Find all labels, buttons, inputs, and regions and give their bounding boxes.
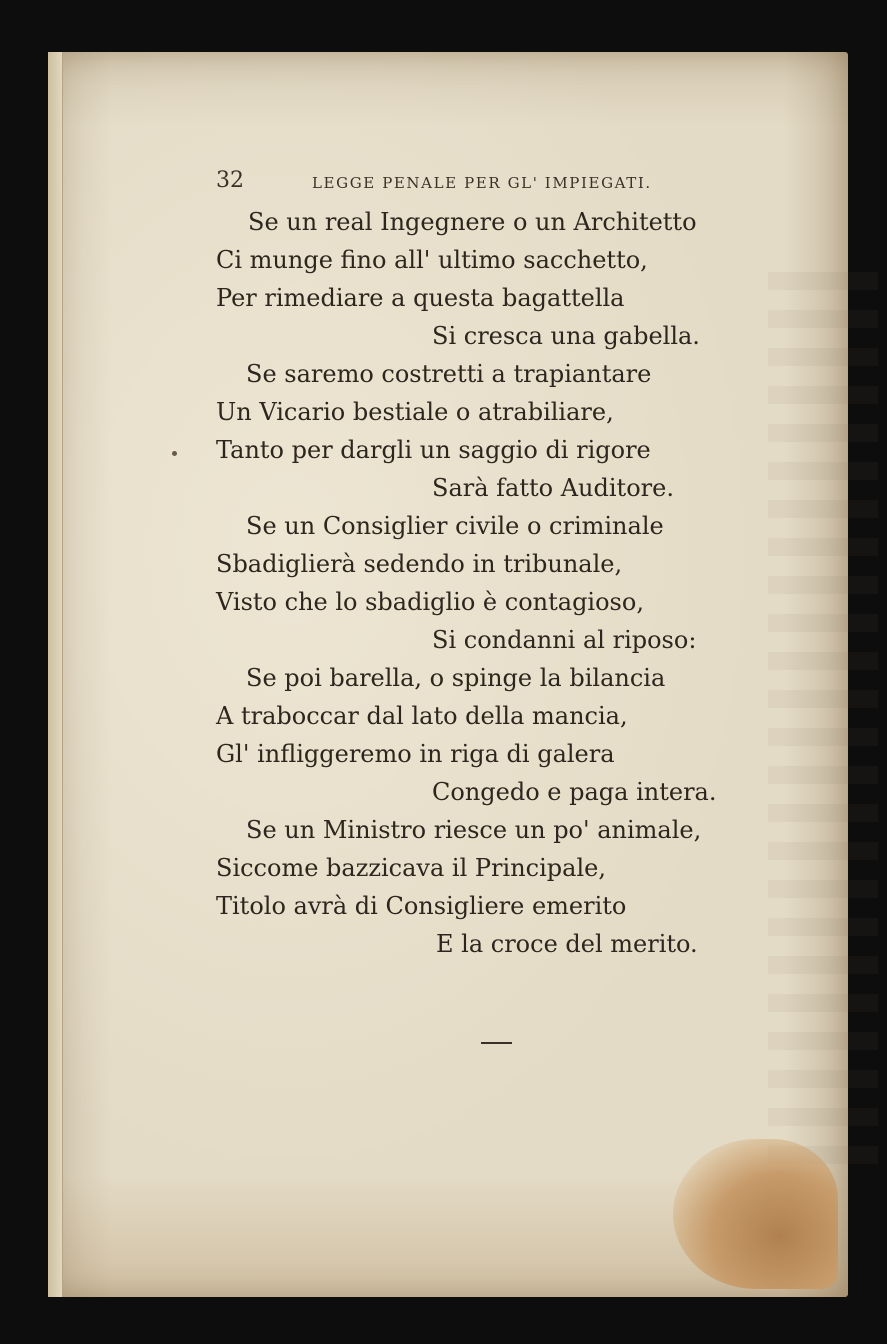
poem-line: Se un Consiglier civile o criminale	[246, 512, 664, 540]
poem-line: Congedo e paga intera.	[432, 778, 717, 806]
show-through-text	[768, 272, 878, 1172]
poem-line: Siccome bazzicava il Principale,	[216, 854, 606, 882]
poem-line: Sbadiglierà sedendo in tribunale,	[216, 550, 623, 578]
water-stain	[673, 1139, 838, 1289]
poem-line: Si condanni al riposo:	[432, 626, 697, 654]
poem-line: Se poi barella, o spinge la bilancia	[246, 664, 666, 692]
page-edge	[48, 52, 63, 1297]
ink-speck	[172, 451, 177, 456]
poem-line: Se saremo costretti a trapiantare	[246, 360, 652, 388]
poem-line: Ci munge fino all' ultimo sacchetto,	[216, 246, 648, 274]
section-rule	[481, 1042, 512, 1044]
poem-line: Titolo avrà di Consigliere emerito	[216, 892, 627, 920]
poem-line: Se un Ministro riesce un po' animale,	[246, 816, 702, 844]
poem-line: Gl' infliggeremo in riga di galera	[216, 740, 615, 768]
poem-line: Un Vicario bestiale o atrabiliare,	[216, 398, 614, 426]
poem-line: Sarà fatto Auditore.	[432, 474, 674, 502]
poem-line: Visto che lo sbadiglio è contagioso,	[216, 588, 644, 616]
poem-line: Se un real Ingegnere o un Architetto	[248, 208, 697, 236]
poem-line: Si cresca una gabella.	[432, 322, 700, 350]
poem-line: Tanto per dargli un saggio di rigore	[216, 436, 651, 464]
poem-line: A traboccar dal lato della mancia,	[216, 702, 628, 730]
page-number: 32	[216, 168, 244, 193]
running-head: LEGGE PENALE PER GL' IMPIEGATI.	[312, 174, 652, 192]
poem-line: Per rimediare a questa bagattella	[216, 284, 625, 312]
poem-line: E la croce del merito.	[436, 930, 698, 958]
